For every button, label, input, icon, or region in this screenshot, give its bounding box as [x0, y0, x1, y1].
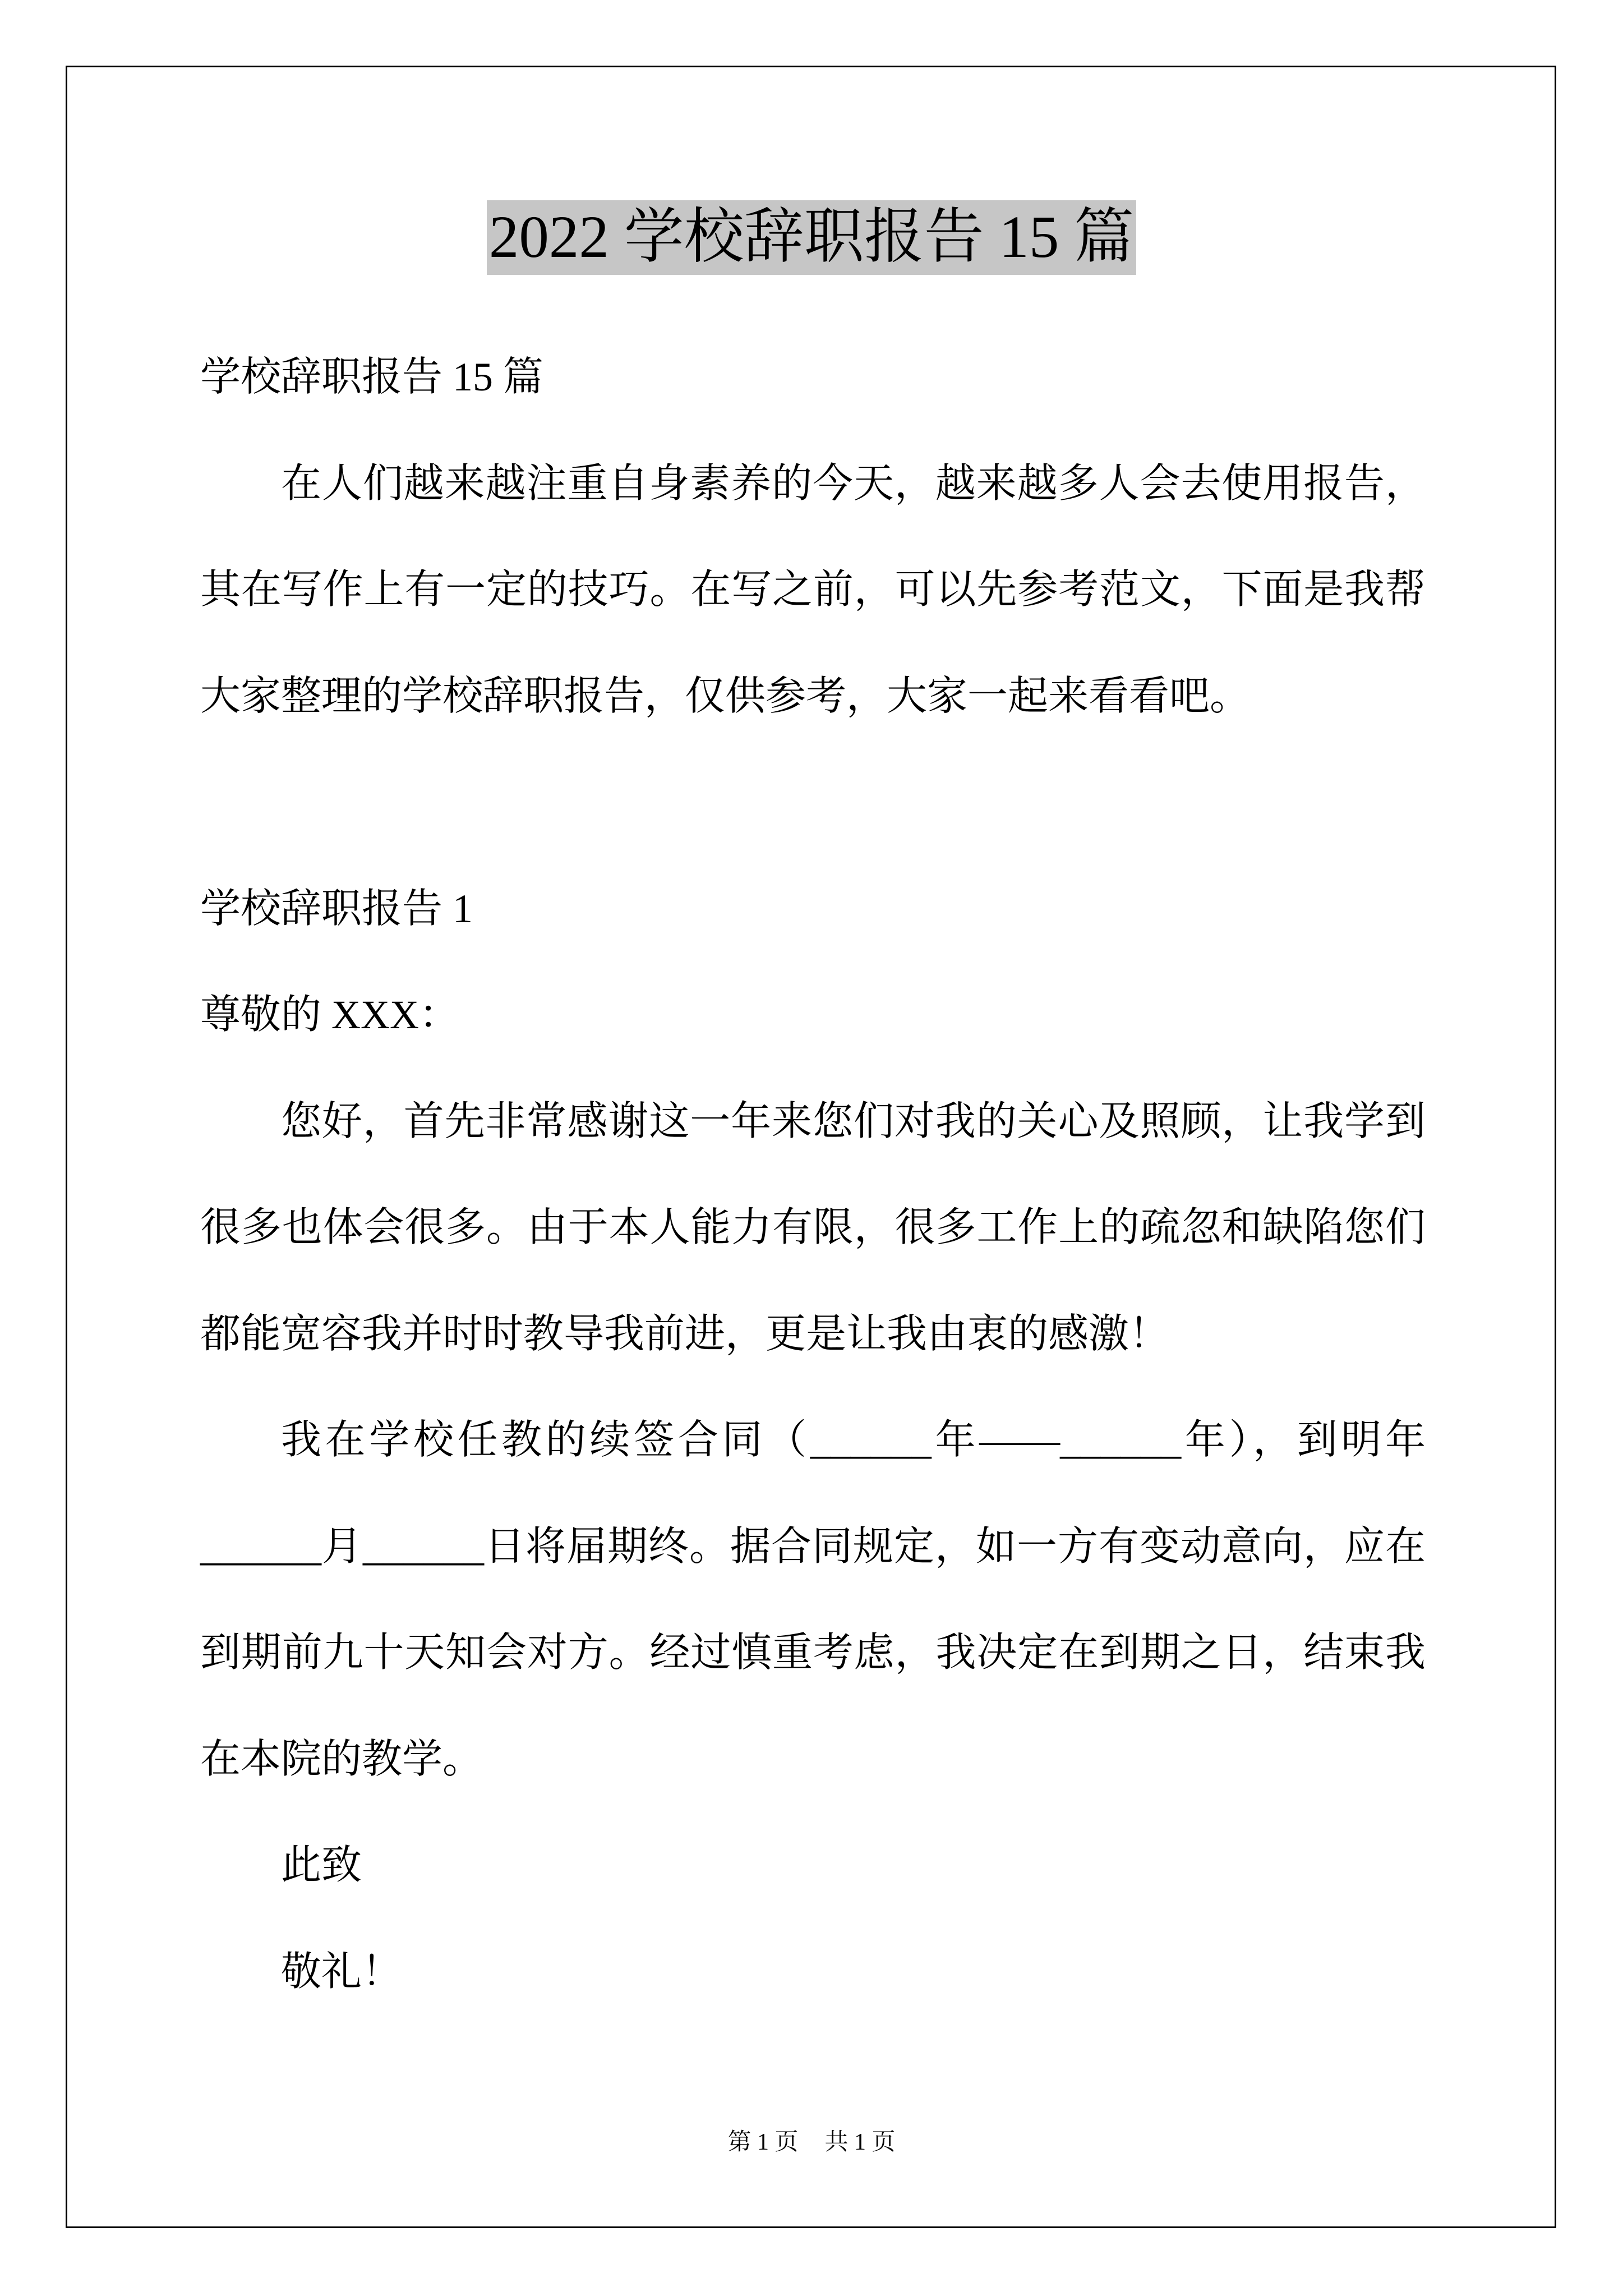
blank-line — [200, 749, 1426, 856]
intro-paragraph-line: 大家整理的学校辞职报告，仅供参考，大家一起来看看吧。 — [200, 673, 1251, 719]
body-paragraph-line: 到期前九十天知会对方。经过慎重考虑，我决定在到期之日，结束我 — [200, 1630, 1426, 1675]
closing-line: 此致 — [281, 1843, 362, 1888]
title-row — [0, 200, 1623, 275]
body-paragraph-line: 您好，首先非常感谢这一年来您们对我的关心及照顾，让我学到 — [281, 1098, 1426, 1144]
body-paragraph-line: 都能宽容我并时时教导我前进，更是让我由衷的感激！ — [200, 1311, 1170, 1356]
page-footer — [0, 2125, 1623, 2159]
section-heading: 学校辞职报告 1 — [200, 886, 473, 931]
document-title: 2022 学校辞职报告 15 篇 — [487, 200, 1136, 275]
salutation: 尊敬的 XXX： — [200, 992, 459, 1037]
document-subtitle: 学校辞职报告 15 篇 — [200, 355, 544, 399]
document-body — [200, 324, 1426, 2025]
body-paragraph-line: 很多也体会很多。由于本人能力有限，很多工作上的疏忽和缺陷您们 — [200, 1205, 1426, 1250]
body-paragraph-line: ______月______日将届期终。据合同规定，如一方有变动意向，应在 — [200, 1524, 1426, 1569]
closing-line: 敬礼！ — [281, 1949, 403, 1994]
intro-paragraph-line: 在人们越来越注重自身素养的今天，越来越多人会去使用报告， — [281, 461, 1426, 506]
page-number-total: 共 1 页 — [824, 2129, 896, 2155]
page-number-current: 第 1 页 — [727, 2129, 799, 2155]
body-paragraph-line: 在本院的教学。 — [200, 1736, 483, 1782]
intro-paragraph-line: 其在写作上有一定的技巧。在写之前，可以先参考范文，下面是我帮 — [200, 567, 1426, 612]
body-paragraph-line: 我在学校任教的续签合同（______年——______年），到明年 — [281, 1418, 1426, 1462]
